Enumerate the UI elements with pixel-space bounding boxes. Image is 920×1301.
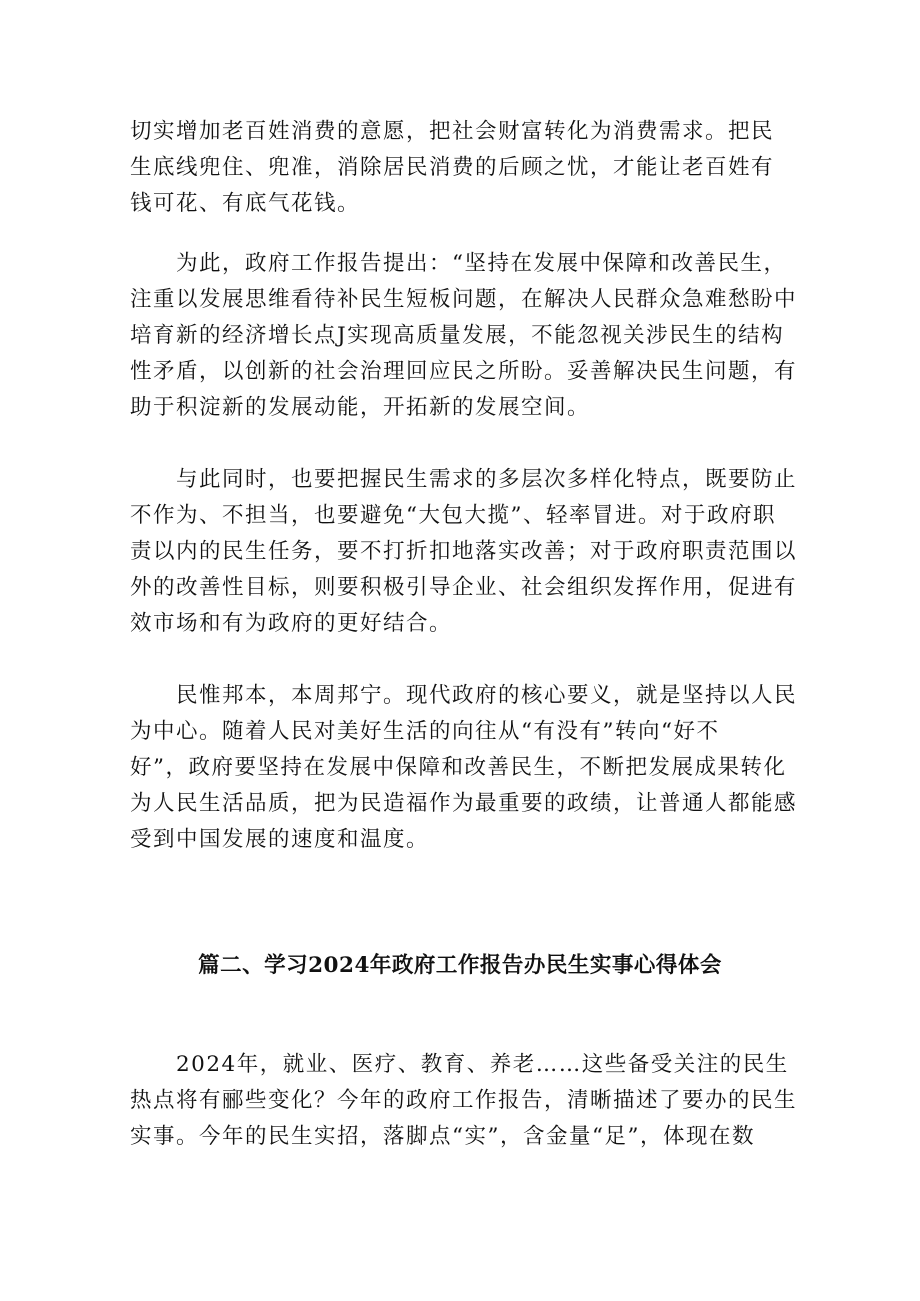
paragraph-line: 生底线兜住、兜准，消除居民消费的后顾之忧，才能让老百姓有 [130, 155, 775, 180]
paragraph-2 [130, 246, 810, 426]
paragraph-line: 民惟邦本，本周邦宁。现代政府的核心要义，就是坚持以人民 [130, 683, 798, 708]
paragraph-line: 责以内的民生任务，要不打折扣地落实改善；对于政府职责范围以 [130, 539, 798, 564]
section-heading: 篇二、学习2024年政府工作报告办民生实事心得体会 [198, 953, 722, 978]
paragraph-5 [130, 1047, 810, 1155]
paragraph-line: 效市场和有为政府的更好结合。 [130, 611, 453, 636]
paragraph-line: 实事。今年的民生实招，落脚点“实”，含金量“足”，体现在数 [130, 1124, 755, 1149]
paragraph-line: 为中心。随着人民对美好生活的向往从“有没有”转向“好不 [130, 719, 720, 744]
paragraph-1 [130, 114, 810, 222]
paragraph-line: 钱可花、有底气花钱。 [130, 191, 361, 216]
paragraph-line: 外的改善性目标，则要积极引导企业、社会组织发挥作用，促进有 [130, 575, 798, 600]
paragraph-line: 2024年，就业、医疗、教育、养老……这些备受关注的民生 [130, 1052, 789, 1077]
paragraph-line: 热点将有郦些变化？今年的政府工作报告，清晰描述了要办的民生 [130, 1088, 798, 1113]
paragraph-line: 好”，政府要坚持在发展中保障和改善民生，不断把发展成果转化 [130, 755, 787, 780]
paragraph-line: 切实增加老百姓消费的意愿，把社会财富转化为消费需求。把民 [130, 119, 775, 144]
paragraph-line: 为人民生活品质，把为民造福作为最重要的政绩，让普通人都能感 [130, 791, 798, 816]
paragraph-4 [130, 678, 810, 858]
paragraph-line: 助于积淀新的发展动能，开拓新的发展空间。 [130, 395, 591, 420]
paragraph-line: 与此同时，也要把握民生需求的多层次多样化特点，既要防止 [130, 467, 798, 492]
paragraph-3 [130, 462, 810, 642]
paragraph-line: 受到中国发展的速度和温度。 [130, 827, 430, 852]
paragraph-line: 不作为、不担当，也要避免“大包大揽”、轻率冒进。对于政府职 [130, 503, 776, 528]
paragraph-line: 培育新的经济增长点J实现高质量发展，不能忽视关涉民生的结构 [130, 323, 785, 348]
paragraph-line: 性矛盾，以创新的社会治理回应民之所盼。妥善解决民生问题，有 [130, 359, 798, 384]
paragraph-line: 注重以发展思维看待补民生短板问题，在解决人民群众急难愁盼中 [130, 287, 798, 312]
paragraph-line: 为此，政府工作报告提出：“坚持在发展中保障和改善民生， [130, 251, 787, 276]
